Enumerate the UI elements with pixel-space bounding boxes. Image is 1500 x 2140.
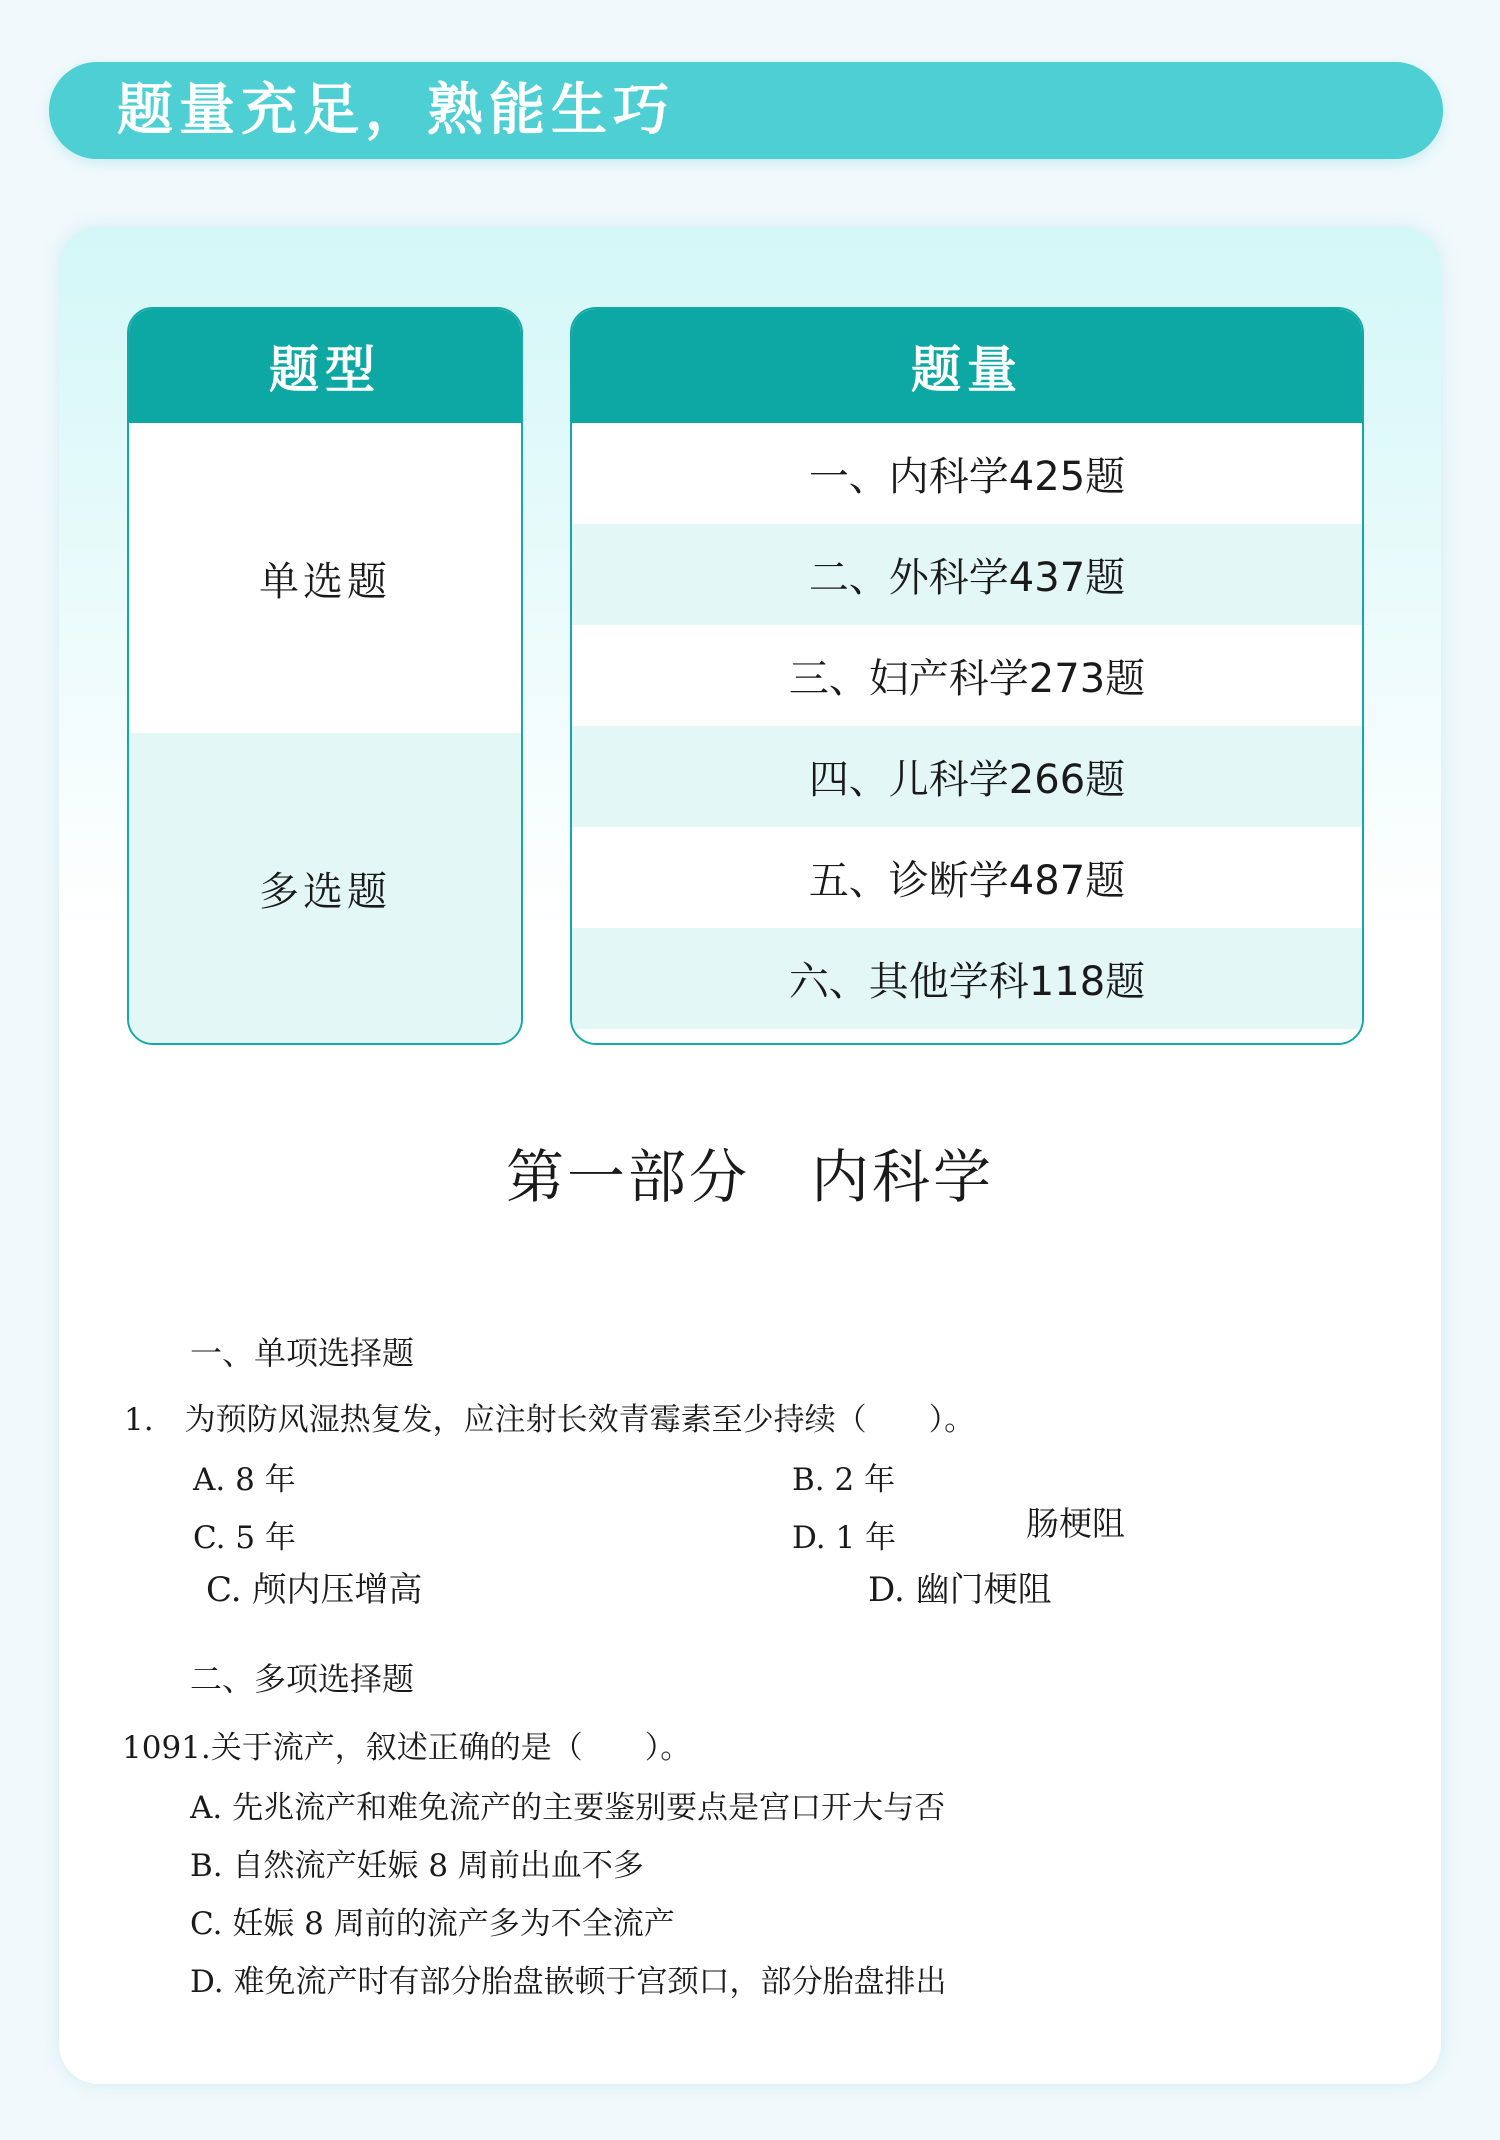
question-text: 1091.关于流产，叙述正确的是（ ）。 [122, 1730, 692, 1766]
option-a: A. 先兆流产和难免流产的主要鉴别要点是宫口开大与否 [190, 1790, 946, 1826]
overlap-fragment: C. 颅内压增高 [206, 1570, 423, 1610]
section-heading-single: 一、单项选择题 [190, 1334, 415, 1372]
count-row: 三、妇产科学273题 [788, 656, 1146, 702]
type-cell-multiple: 多选题 [129, 733, 521, 1043]
option-b: B. 2 年 [792, 1462, 896, 1498]
overlap-fragment: 肠梗阻 [1026, 1504, 1125, 1543]
type-header: 题型 [129, 309, 521, 423]
count-row: 二、外科学437题 [572, 524, 1362, 625]
header-banner [49, 62, 1443, 159]
count-row: 六、其他学科118题 [572, 928, 1362, 1029]
banner-title: 题量充足，熟能生巧 [117, 78, 675, 143]
count-row: 四、儿科学266题 [572, 726, 1362, 827]
count-header: 题量 [572, 309, 1362, 423]
option-b: B. 自然流产妊娠 8 周前出血不多 [190, 1848, 644, 1884]
option-d: D. 1 年 [792, 1520, 897, 1556]
count-row: 五、诊断学487题 [808, 858, 1126, 904]
question-text: 1. 为预防风湿热复发，应注射长效青霉素至少持续（ ）。 [124, 1402, 976, 1438]
overlap-fragment: D. 幽门梗阻 [868, 1570, 1052, 1610]
question-count-table [570, 307, 1364, 1045]
option-a: A. 8 年 [193, 1462, 296, 1498]
section-heading-multiple: 二、多项选择题 [190, 1660, 415, 1698]
option-c: C. 妊娠 8 周前的流产多为不全流产 [190, 1906, 675, 1942]
option-d: D. 难免流产时有部分胎盘嵌顿于宫颈口，部分胎盘排出 [190, 1964, 947, 2000]
part-title: 第一部分 内科学 [505, 1143, 994, 1211]
option-c: C. 5 年 [193, 1520, 296, 1556]
type-cell-single: 单选题 [259, 558, 391, 605]
question-type-table [127, 307, 523, 1045]
count-row: 一、内科学425题 [808, 454, 1126, 500]
